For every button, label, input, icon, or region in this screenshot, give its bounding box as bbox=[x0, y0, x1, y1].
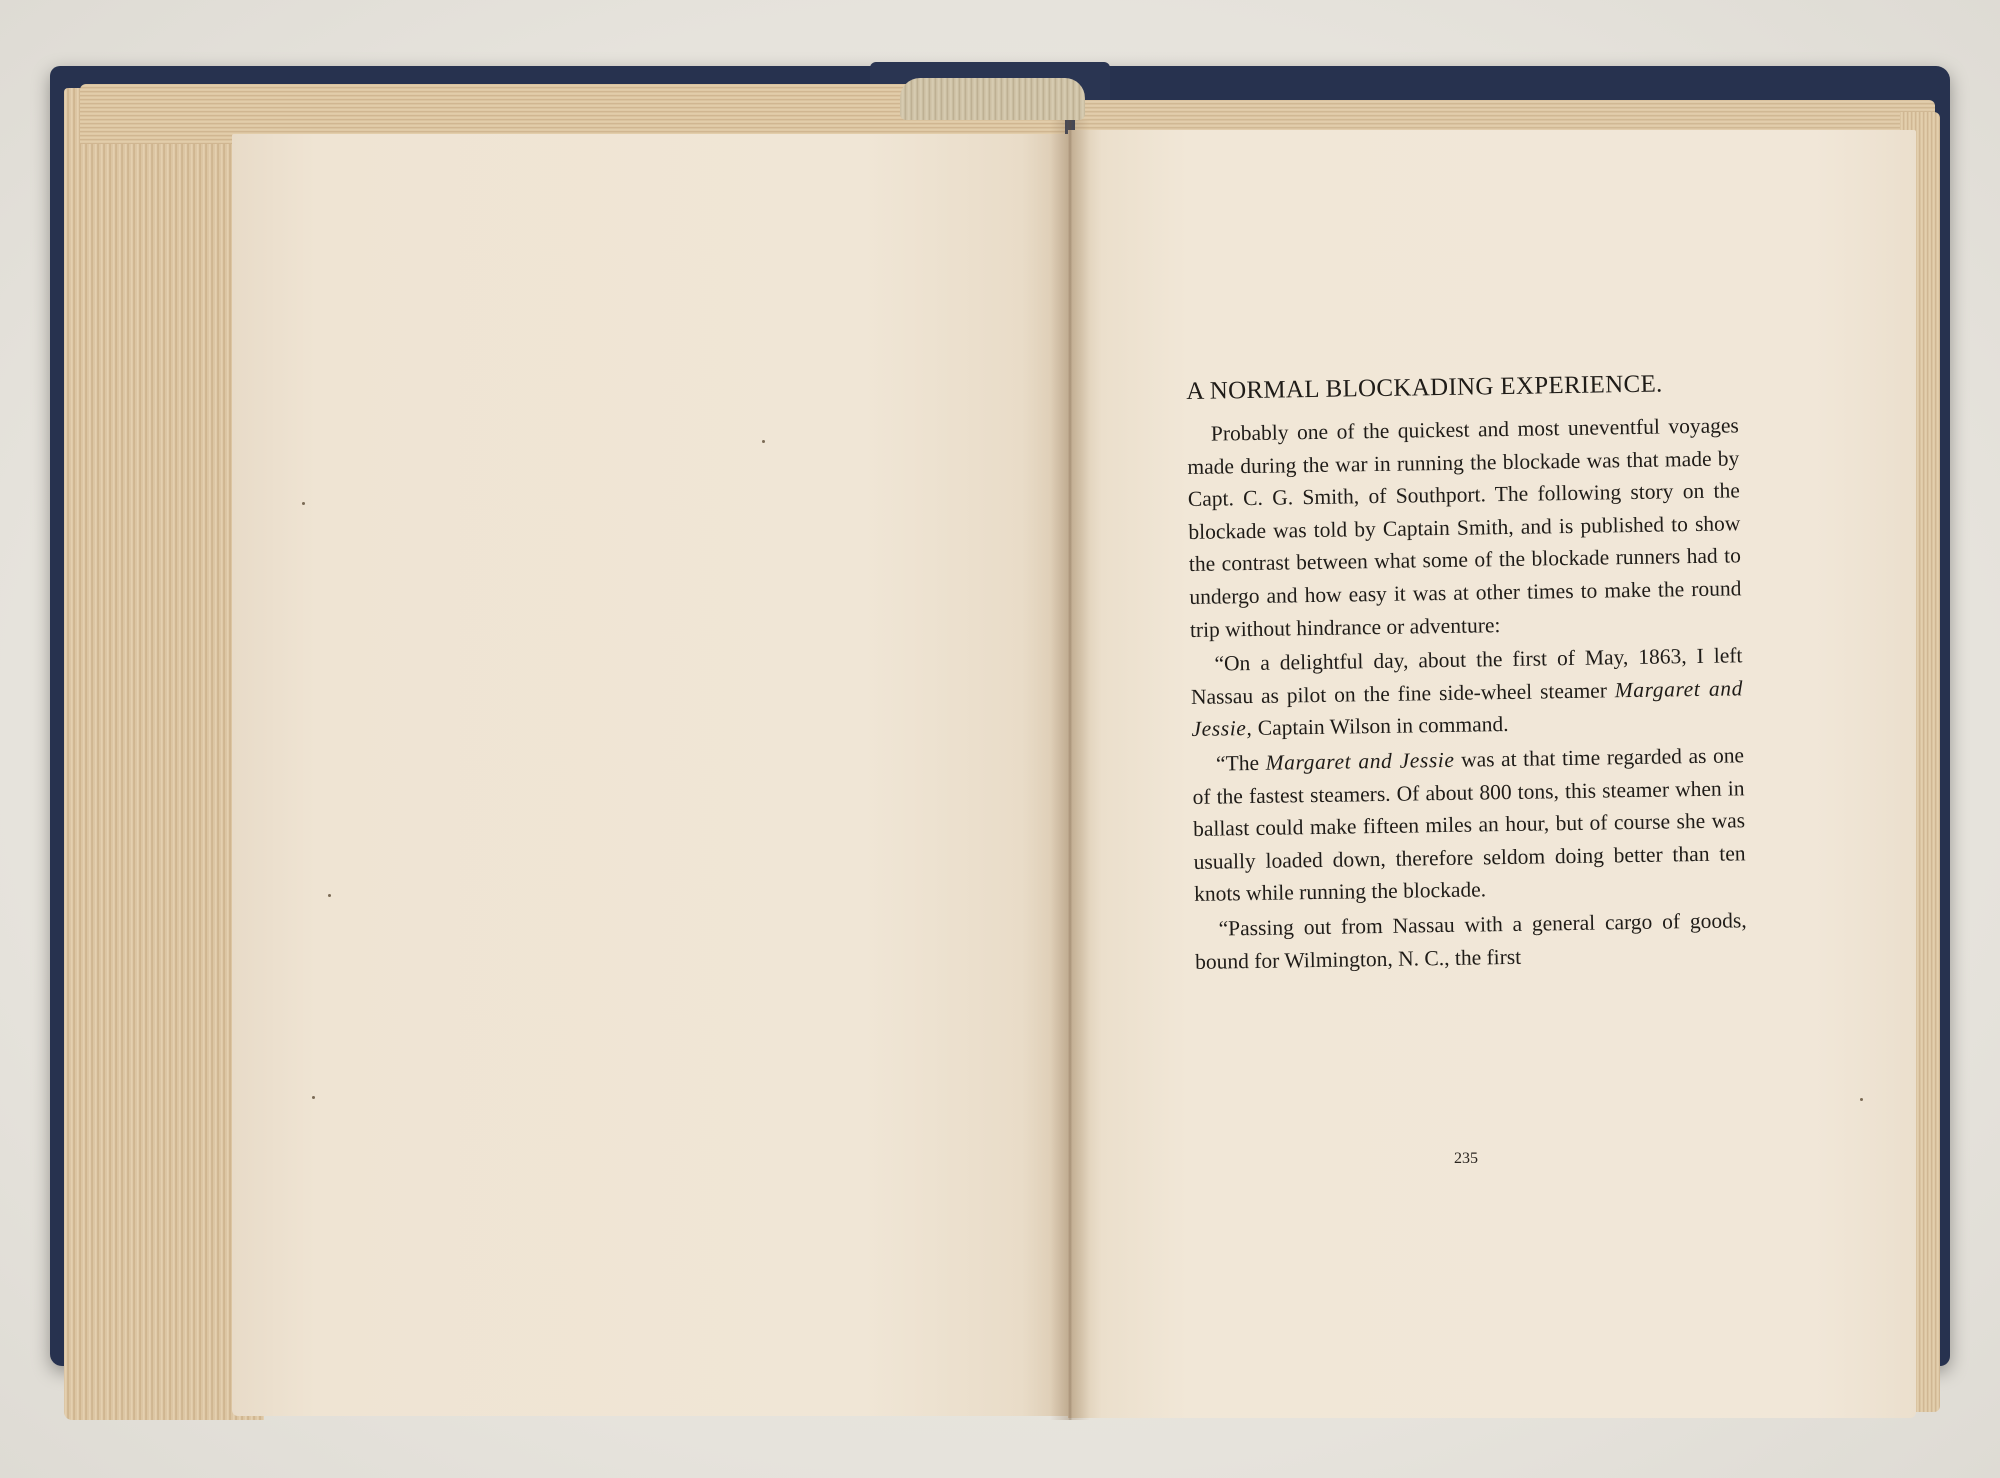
body-paragraph bbox=[1192, 739, 1746, 911]
book-headband bbox=[900, 78, 1085, 120]
paragraph-text: was at that time regarded as one of the fastest steamers. Of about 800 tons, this steamer when in ballast could make fifteen miles an hour, but of course she was usually loaded down, therefore seldom doing better than ten knots while running the blockade. bbox=[1192, 743, 1746, 907]
paper-speck bbox=[762, 440, 765, 443]
body-paragraphs bbox=[1187, 409, 1748, 978]
chapter-heading: A NORMAL BLOCKADING EXPERIENCE. bbox=[1186, 370, 1663, 405]
paper-speck bbox=[328, 894, 331, 897]
italic-ship-name: Margaret and Jessie bbox=[1265, 747, 1455, 775]
paper-speck bbox=[1860, 1098, 1863, 1101]
body-paragraph bbox=[1190, 639, 1743, 745]
book-gutter bbox=[1050, 120, 1090, 1420]
left-page-blank bbox=[232, 134, 1072, 1416]
paragraph-text: “The bbox=[1215, 750, 1266, 776]
italic-ship-name: Margaret and Jessie, bbox=[1191, 676, 1744, 742]
paragraph-text: “Passing out from Nassau with a general cargo of goods, bound for Wilmington, N. C., the first bbox=[1194, 908, 1747, 974]
paragraph-text: Probably one of the quickest and most uneventful voyages made during the war in running the blockade was that made by Capt. C. G. Smith, of Southport. The following story on the blockade was told by Captain Smith, and is published to show the contrast between what some of the blockade runners had to undergo and how easy it was at other times to make the round trip without hindrance or adventure: bbox=[1187, 413, 1742, 642]
body-paragraph bbox=[1194, 904, 1747, 978]
body-paragraph bbox=[1187, 409, 1743, 646]
paragraph-text: Captain Wilson in command. bbox=[1252, 712, 1509, 741]
paper-speck bbox=[302, 502, 305, 505]
page-text-block bbox=[1186, 369, 1747, 980]
page-number: 235 bbox=[1454, 1150, 1478, 1167]
paragraph-text: “On a delightful day, about the first of May, 1863, I left Nassau as pilot on the fine side-wheel steamer bbox=[1190, 643, 1743, 709]
paper-speck bbox=[312, 1096, 315, 1099]
